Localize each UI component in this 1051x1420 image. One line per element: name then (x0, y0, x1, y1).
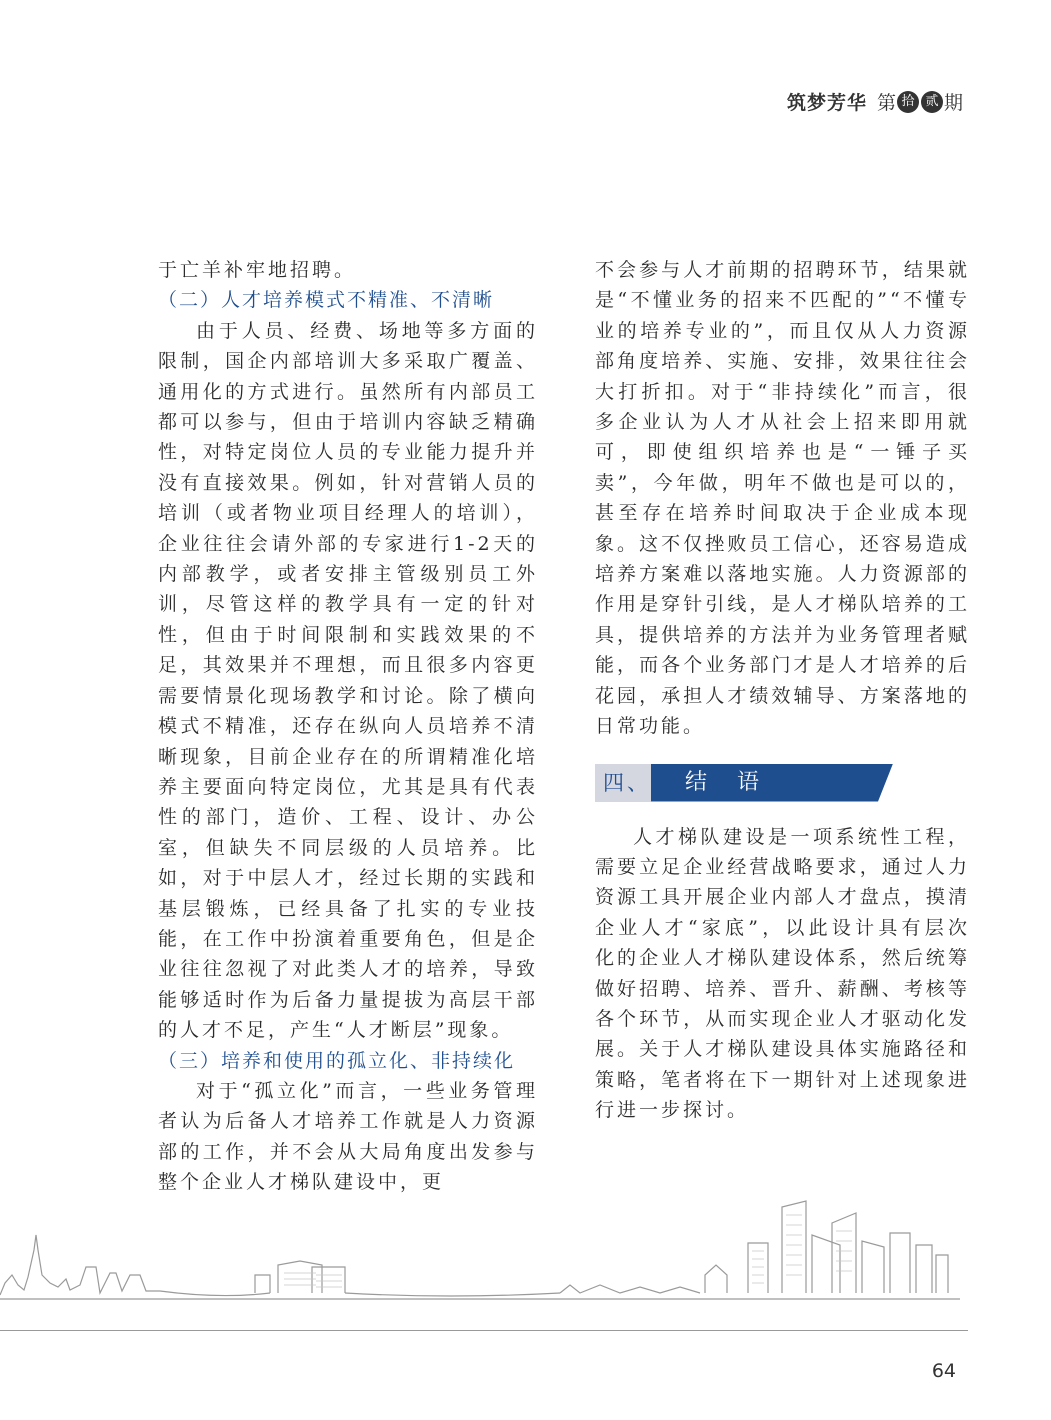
city-skyline-illustration (0, 1195, 1051, 1315)
issue-suffix: 期 (943, 92, 963, 114)
issue-badge-1: 拾 (897, 91, 919, 113)
section-number: 四、 (595, 764, 651, 802)
issue-badge-2: 贰 (921, 91, 943, 113)
left-column (158, 255, 538, 1198)
section-label: 结语 (685, 769, 790, 795)
magazine-title: 筑梦芳华 (786, 92, 867, 114)
running-header (787, 88, 963, 115)
section-heading-4 (595, 764, 970, 802)
issue-prefix: 第 (876, 92, 896, 114)
footer-rule (0, 1330, 968, 1331)
paragraph-isolation: 对于“孤立化”而言，一些业务管理者认为后备人才培养工作就是人力资源部的工作，并不会从大局角度出发参与整个企业人才梯队建设中，更 (158, 1079, 538, 1194)
paragraph-training-model: 由于人员、经费、场地等多方面的限制，国企内部培训大多采取广覆盖、通用化的方式进行。虽然所有内部员工都可以参与，但由于培训内容缺乏精确性，对特定岗位人员的专业能力提升并没有直接效果。例如，针对营销人员的培训（或者物业项目经理人的培训），企业往往会请外部的专家进行1-2天的内部教学，或者安排主管级别员工外训，尽管这样的教学具有一定的针对性，但由于时间限制和实践效果的不足，其效果并不理想，而且很多内容更需要情景化现场教学和讨论。除了横向模式不精准，还存在纵向人员培养不清晰现象，目前企业存在的所谓精准化培养主要面向特定岗位，尤其是具有代表性的部门，造价、工程、设计、办公室，但缺失不同层级的人员培养。比如，对于中层人才，经过长期的实践和基层锻炼，已经具备了扎实的专业技能，在工作中扮演着重要角色，但是企业往往忽视了对此类人才的培养，导致能够适时作为后备力量提拔为高层干部的人才不足，产生“人才断层”现象。 (158, 319, 538, 1042)
subheading-2: （二）人才培养模式不精准、不清晰 (158, 289, 495, 312)
paragraph-continued: 于亡羊补牢地招聘。 (158, 259, 357, 281)
paragraph-conclusion: 人才梯队建设是一项系统性工程，需要立足企业经营战略要求，通过人力资源工具开展企业内部人才盘点，摸清企业人才“家底”，以此设计具有层次化的企业人才梯队建设体系，然后统筹做好招聘、培养、晋升、薪酬、考核等各个环节，从而实现企业人才驱动化发展。关于人才梯队建设具体实施路径和策略，笔者将在下一期针对上述现象进行进一步探讨。 (595, 825, 970, 1122)
subheading-3: （三）培养和使用的孤立化、非持续化 (158, 1049, 516, 1072)
page-number: 64 (931, 1360, 956, 1382)
paragraph-continued-right: 不会参与人才前期的招聘环节，结果就是“不懂业务的招来不匹配的”“不懂专业的培养专业的”，而且仅从人力资源部角度培养、实施、安排，效果往往会大打折扣。对于“非持续化”而言，很多企业认为人才从社会上招来即用就可，即使组织培养也是“一锤子买卖”，今年做，明年不做也是可以的，甚至存在培养时间取决于企业成本现象。这不仅挫败员工信心，还容易造成培养方案难以落地实施。人力资源部的作用是穿针引线，是人才梯队培养的工具，提供培养的方法并为业务管理者赋能，而各个业务部门才是人才培养的后花园，承担人才绩效辅导、方案落地的日常功能。 (595, 259, 970, 738)
right-column (595, 255, 970, 1126)
